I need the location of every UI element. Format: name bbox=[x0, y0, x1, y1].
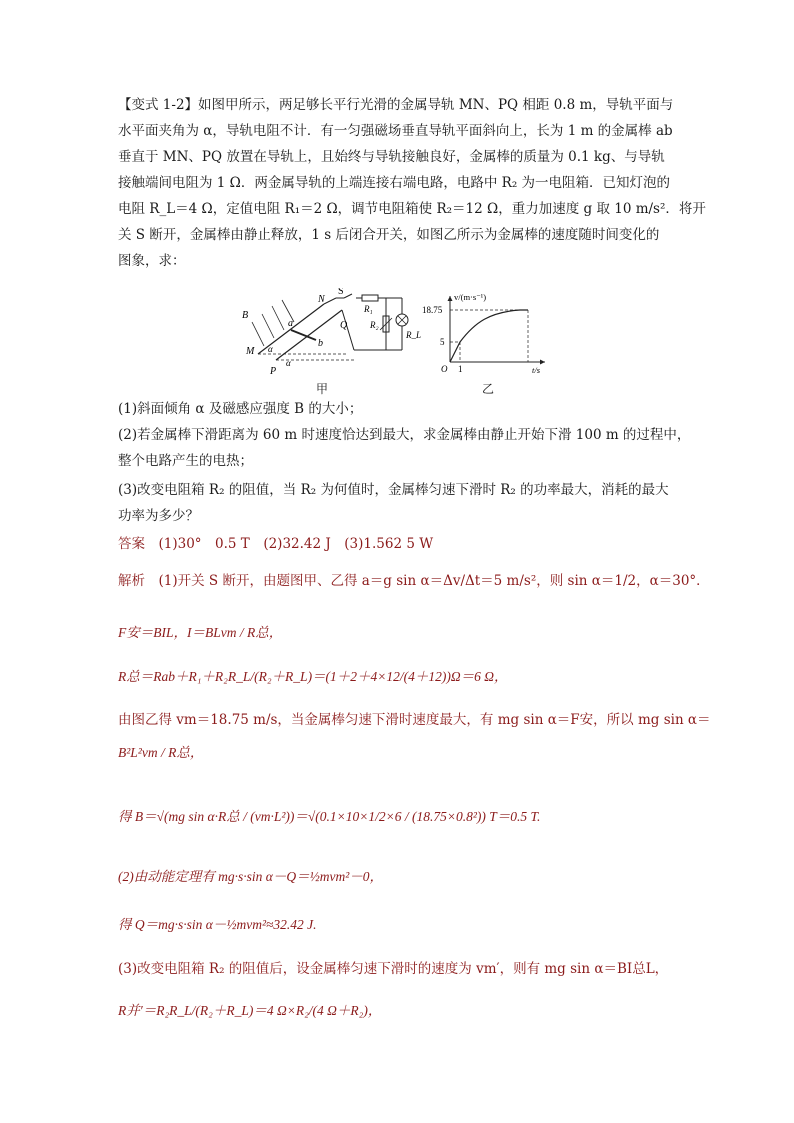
axis-label-t: t/s bbox=[532, 365, 541, 375]
problem-line-6: 关 S 断开，金属棒由静止释放，1 s 后闭合开关，如图乙所示为金属棒的速度随时间变化的 bbox=[118, 227, 660, 243]
solution-line-2: F安＝BIL，I＝BLvm / R总， bbox=[118, 625, 283, 640]
solution-line-10: R并′＝R₂R_L/(R₂＋R_L)＝4 Ω×R₂/(4 Ω＋R₂)， bbox=[118, 1003, 382, 1018]
tick-1: 1 bbox=[458, 364, 463, 374]
question-2-cont: 整个电路产生的电热； bbox=[118, 453, 253, 469]
label-P: P bbox=[270, 366, 277, 377]
label-R2: R₂ bbox=[370, 320, 379, 330]
figure-b-caption: 乙 bbox=[482, 382, 495, 396]
answer-label: 答案 bbox=[118, 536, 145, 552]
tick-5: 5 bbox=[440, 337, 445, 347]
solution-line-8: 得 Q＝mg·s·sin α－½mvm²≈32.42 J. bbox=[118, 917, 317, 932]
tick-18-75: 18.75 bbox=[422, 305, 443, 315]
origin-label: O bbox=[441, 364, 448, 374]
solution-label: 解析 bbox=[118, 573, 145, 589]
label-S: S bbox=[338, 288, 344, 297]
problem-line-3: 垂直于 MN、PQ 放置在导轨上，且始终与导轨接触良好，金属棒的质量为 0.1 kg、与导轨 bbox=[118, 149, 665, 165]
figure-b-graph bbox=[420, 290, 550, 380]
question-3-cont: 功率为多少？ bbox=[118, 508, 199, 524]
problem-line-1: 【变式 1-2】如图甲所示，两足够长平行光滑的金属导轨 MN、PQ 相距 0.8 m，导轨平面与 bbox=[118, 97, 674, 113]
problem-line-4: 接触端间电阻为 1 Ω．两金属导轨的上端连接右端电路，电路中 R₂ 为一电阻箱．已知灯泡的 bbox=[118, 175, 671, 191]
label-B: B bbox=[242, 310, 249, 321]
question-1: (1)斜面倾角 α 及磁感应强度 B 的大小； bbox=[118, 401, 363, 417]
figure-a-circuit bbox=[236, 288, 426, 388]
axis-label-v: v/(m·s⁻¹) bbox=[454, 292, 487, 302]
problem-line-5: 电阻 R_L＝4 Ω，定值电阻 R₁＝2 Ω，调节电阻箱使 R₂＝12 Ω，重力加速度 g 取 10 m/s²．将开 bbox=[118, 201, 706, 217]
answer-line bbox=[118, 535, 433, 553]
label-alpha: α bbox=[268, 344, 273, 354]
solution-line-4: 由图乙得 vm＝18.75 m/s，当金属棒匀速下滑时速度最大，有 mg sin α＝F安，所以 mg sin α＝ bbox=[118, 712, 711, 728]
solution-line-7: (2)由动能定理有 mg·s·sin α－Q＝½mvm²－0， bbox=[118, 869, 383, 884]
label-N: N bbox=[318, 294, 325, 305]
label-M: M bbox=[246, 346, 255, 357]
solution-line-6: 得 B＝√(mg sin α·R总 / (vm·L²))＝√(0.1×10×1/2×6 / (18.75×0.8²)) T＝0.5 T. bbox=[118, 809, 541, 824]
solution-line-3: R总＝Rab＋R₁＋R₂R_L/(R₂＋R_L)＝(1＋2＋4×12/(4＋12))Ω＝6 Ω， bbox=[118, 669, 508, 684]
label-a: a bbox=[288, 318, 293, 329]
question-3: (3)改变电阻箱 R₂ 的阻值，当 R₂ 为何值时，金属棒匀速下滑时 R₂ 的功率最大，消耗的最大 bbox=[118, 482, 669, 498]
problem-line-7: 图象，求： bbox=[118, 253, 186, 269]
solution-line-1 bbox=[118, 572, 710, 590]
question-2: (2)若金属棒下滑距离为 60 m 时速度恰达到最大，求金属棒由静止开始下滑 100 m 的过程中， bbox=[118, 427, 691, 443]
label-Q: Q bbox=[340, 320, 348, 331]
solution-line-5: B²L²vm / R总， bbox=[118, 745, 204, 760]
figure-a-caption: 甲 bbox=[316, 382, 329, 396]
problem-line-2: 水平面夹角为 α，导轨电阻不计．有一匀强磁场垂直导轨平面斜向上，长为 1 m 的金属棒 ab bbox=[118, 123, 673, 139]
solution-text-1: (1)开关 S 断开，由题图甲、乙得 a＝g sin α＝Δv/Δt＝5 m/s²，则 sin α＝1/2，α＝30°． bbox=[158, 573, 710, 589]
solution-line-9: (3)改变电阻箱 R₂ 的阻值后，设金属棒匀速下滑时的速度为 vm′，则有 mg sin α＝BI总L， bbox=[118, 961, 669, 977]
answer-text: (1)30° 0.5 T (2)32.42 J (3)1.562 5 W bbox=[158, 536, 434, 552]
label-alpha-2: α bbox=[286, 358, 291, 368]
label-b: b bbox=[318, 338, 323, 349]
label-RL: R_L bbox=[406, 330, 422, 340]
label-R1: R₁ bbox=[364, 304, 373, 314]
